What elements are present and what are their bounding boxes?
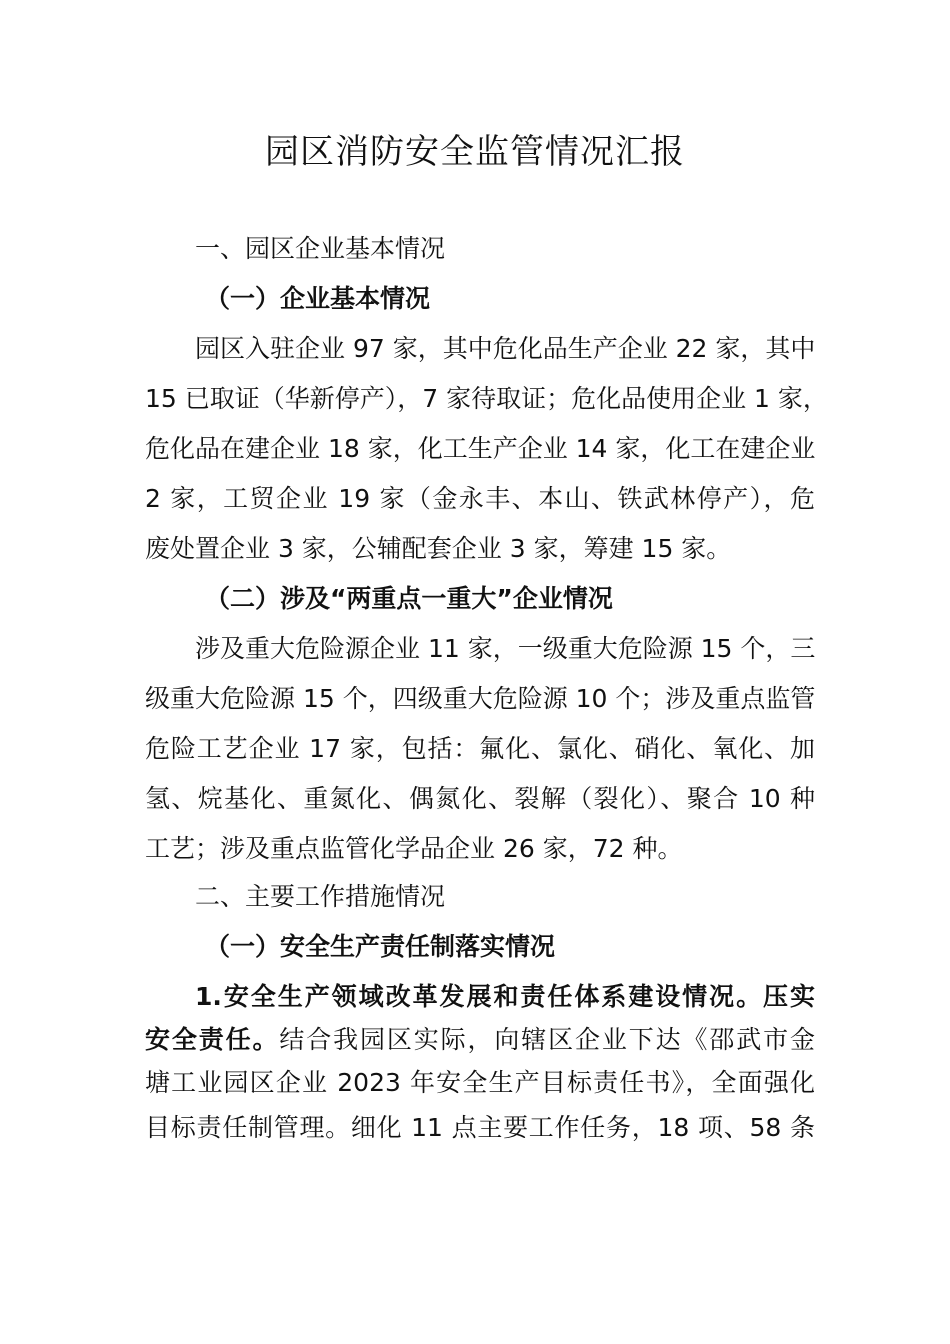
paragraph-line: 目标责任制管理。细化 11 点主要工作任务，18 项、58 条 [145,1113,815,1142]
document-title: 园区消防安全监管情况汇报 [265,132,685,172]
subsection-heading-2-1: （一）安全生产责任制落实情况 [205,932,556,961]
paragraph-line: 园区入驻企业 97 家，其中危化品生产企业 22 家，其中 [195,334,816,363]
item-heading: 1.安全生产领域改革发展和责任体系建设情况。压实 [195,982,815,1011]
item-heading-continued: 安全责任。 [145,1025,280,1054]
section-heading-1: 一、园区企业基本情况 [195,234,446,263]
paragraph-line: 危险工艺企业 17 家，包括：氟化、氯化、硝化、氧化、加 [145,734,815,763]
paragraph-line: 工艺；涉及重点监管化学品企业 26 家，72 种。 [145,834,683,863]
paragraph-line: 氢、烷基化、重氮化、偶氮化、裂解（裂化）、聚合 10 种 [145,784,815,813]
subsection-heading-1-2: （二）涉及“两重点一重大”企业情况 [205,584,613,613]
paragraph-line: 塘工业园区企业 2023 年安全生产目标责任书》，全面强化 [145,1068,815,1097]
paragraph-line: 涉及重大危险源企业 11 家，一级重大危险源 15 个，三 [195,634,816,663]
paragraph-line [145,1020,815,1060]
paragraph-line: 15 已取证（华新停产），7 家待取证；危化品使用企业 1 家， [145,384,828,413]
paragraph-line: 废处置企业 3 家，公辅配套企业 3 家，筹建 15 家。 [145,534,732,563]
subsection-heading-1-1: （一）企业基本情况 [205,284,431,313]
item-text: 结合我园区实际，向辖区企业下达《邵武市金 [279,1025,815,1054]
paragraph-line: 2 家，工贸企业 19 家（金永丰、本山、铁武林停产），危 [145,484,815,513]
paragraph-line: 危化品在建企业 18 家，化工生产企业 14 家，化工在建企业 [145,434,816,463]
paragraph-line: 级重大危险源 15 个，四级重大危险源 10 个；涉及重点监管 [145,684,816,713]
section-heading-2: 二、主要工作措施情况 [195,882,446,911]
